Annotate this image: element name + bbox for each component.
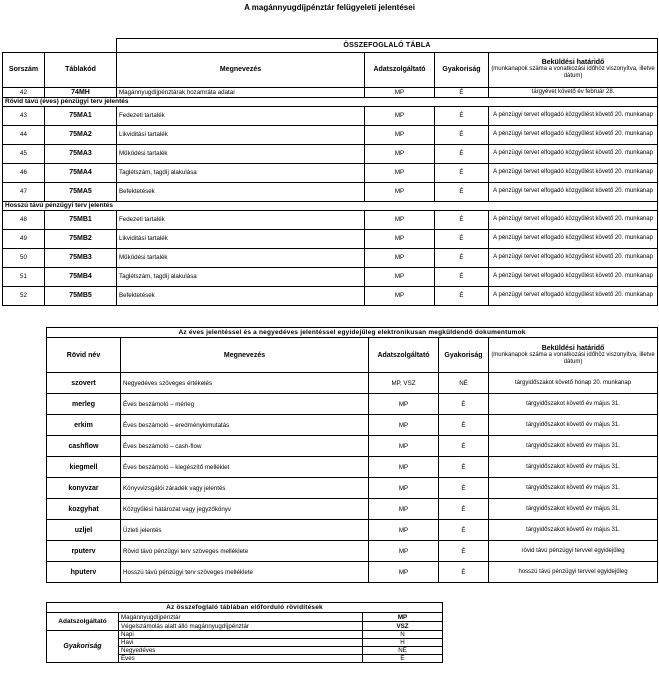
row-gyakorisag: É — [439, 541, 489, 562]
row-hatarido: A pénzügyi tervet elfogadó közgyűlést követő 20. munkanap — [489, 182, 658, 201]
row-hatarido: A pénzügyi tervet elfogadó közgyűlést követő 20. munkanap — [489, 248, 658, 267]
row-gyakorisag: É — [439, 415, 489, 436]
row-gyakorisag: É — [439, 478, 489, 499]
row-hatarido: tárgyidőszakot követő év május 31. — [489, 478, 658, 499]
row-megnevezes: Rövid távú pénzügyi terv szöveges melléklete — [121, 541, 369, 562]
row-adatszolgaltato: MP — [369, 436, 439, 457]
row-megnevezes: Éves beszámoló – kiegészítő melléklet — [121, 457, 369, 478]
table-row — [47, 436, 658, 457]
row-rovid-nev: cashflow — [47, 436, 121, 457]
row-tablakod: 75MA3 — [45, 144, 117, 163]
row-adatszolgaltato: MP, VSZ — [369, 373, 439, 394]
row-hatarido: A pénzügyi tervet elfogadó közgyűlést követő 20. munkanap — [489, 144, 658, 163]
row-megnevezes: Fedezeti tartalék — [117, 210, 365, 229]
abbreviation-text: Havi — [119, 639, 363, 647]
row-sorszam: 43 — [3, 106, 45, 125]
table-row — [3, 125, 658, 144]
row-rovid-nev: erkim — [47, 415, 121, 436]
row-megnevezes: Negyedéves szöveges értékelés — [121, 373, 369, 394]
documents-header-row — [47, 338, 658, 373]
row-adatszolgaltato: MP — [365, 286, 435, 305]
row-hatarido: tárgyidőszakot követő hónap 20. munkanap — [489, 373, 658, 394]
table-row — [3, 87, 658, 97]
header-bekuldesi — [489, 52, 658, 87]
abbreviation-row — [47, 631, 443, 639]
row-sorszam: 42 — [3, 87, 45, 97]
header-bekuldesi-sub: (munkanapok száma a vonatkozási időhöz viszonyítva, illetve dátum) — [491, 351, 655, 365]
abbreviation-row — [47, 613, 443, 622]
row-gyakorisag: É — [435, 267, 489, 286]
page-title: A magánnyugdíjpénztár felügyeleti jelentései — [244, 3, 415, 12]
row-gyakorisag: É — [435, 87, 489, 97]
abbreviations-table-caption: Az összefoglaló táblában előforduló rövidítések — [47, 603, 443, 613]
summary-header-row — [3, 52, 658, 87]
table-row — [3, 210, 658, 229]
row-tablakod: 75MA2 — [45, 125, 117, 144]
row-hatarido: tárgyidőszakot követő év május 31. — [489, 457, 658, 478]
abbreviation-code: VSZ — [363, 622, 443, 631]
row-hatarido: tárgyidőszakot követő év május 31. — [489, 394, 658, 415]
row-rovid-nev: rputerv — [47, 541, 121, 562]
row-sorszam: 44 — [3, 125, 45, 144]
row-megnevezes: Hosszú távú pénzügyi terv szöveges melléklete — [121, 562, 369, 583]
row-megnevezes: Éves beszámoló – mérleg — [121, 394, 369, 415]
row-rovid-nev: szovert — [47, 373, 121, 394]
row-hatarido: A pénzügyi tervet elfogadó közgyűlést követő 20. munkanap — [489, 210, 658, 229]
table-row — [47, 373, 658, 394]
row-hatarido: tárgyidőszakot követő év május 31. — [489, 520, 658, 541]
row-gyakorisag: É — [435, 229, 489, 248]
header-adatszolgaltato: Adatszolgáltató — [365, 52, 435, 87]
row-rovid-nev: uzljel — [47, 520, 121, 541]
row-megnevezes: Magánnyugdíjpénztárak hozamráta adatai — [117, 87, 365, 97]
table-row — [3, 144, 658, 163]
row-megnevezes: Éves beszámoló – eredménykimutatás — [121, 415, 369, 436]
row-adatszolgaltato: MP — [369, 562, 439, 583]
row-adatszolgaltato: MP — [369, 457, 439, 478]
table-row — [47, 478, 658, 499]
header-bekuldesi-sub: (munkanapok száma a vonatkozási időhöz viszonyítva, illetve dátum) — [491, 66, 655, 79]
row-gyakorisag: É — [435, 248, 489, 267]
abbreviations-table — [46, 602, 443, 663]
row-gyakorisag: É — [435, 286, 489, 305]
row-megnevezes: Fedezeti tartalék — [117, 106, 365, 125]
header-rovid-nev: Rövid név — [47, 338, 121, 373]
row-hatarido: A pénzügyi tervet elfogadó közgyűlést követő 20. munkanap — [489, 229, 658, 248]
summary-table-caption: ÖSSZEFOGLALÓ TÁBLA — [117, 38, 658, 52]
row-sorszam: 51 — [3, 267, 45, 286]
row-hatarido: A pénzügyi tervet elfogadó közgyűlést követő 20. munkanap — [489, 125, 658, 144]
abbreviation-text: Végelszámolás alatt álló magánnyugdíjpénztár — [119, 622, 363, 631]
row-megnevezes: Közgyűlési határozat vagy jegyzőkönyv — [121, 499, 369, 520]
row-sorszam: 46 — [3, 163, 45, 182]
header-adatszolgaltato: Adatszolgáltató — [369, 338, 439, 373]
row-megnevezes: Likviditási tartalék — [117, 229, 365, 248]
row-hatarido: A pénzügyi tervet elfogadó közgyűlést követő 20. munkanap — [489, 286, 658, 305]
row-rovid-nev: kiegmell — [47, 457, 121, 478]
row-adatszolgaltato: MP — [369, 520, 439, 541]
row-megnevezes: Befektetések — [117, 286, 365, 305]
header-bekuldesi-title: Beküldési határidő — [541, 59, 605, 66]
row-hatarido: tárgyidőszakot követő év május 31. — [489, 499, 658, 520]
section-rovid-tavu: Rövid távú (éves) pénzügyi terv jelentés — [3, 97, 658, 106]
header-megnevezes: Megnevezés — [117, 52, 365, 87]
header-gyakorisag: Gyakoriság — [439, 338, 489, 373]
row-gyakorisag: É — [439, 436, 489, 457]
row-tablakod: 75MB2 — [45, 229, 117, 248]
row-tablakod: 75MB1 — [45, 210, 117, 229]
row-hatarido: tárgyidőszakot követő év május 31. — [489, 415, 658, 436]
row-rovid-nev: hputerv — [47, 562, 121, 583]
row-gyakorisag: É — [439, 457, 489, 478]
table-row — [3, 229, 658, 248]
row-megnevezes: Működési tartalék — [117, 248, 365, 267]
row-gyakorisag: É — [439, 499, 489, 520]
row-megnevezes: Likviditási tartalék — [117, 125, 365, 144]
row-adatszolgaltato: MP — [369, 478, 439, 499]
row-tablakod: 75MB5 — [45, 286, 117, 305]
header-tablakod: Táblakód — [45, 52, 117, 87]
section-hosszu-tavu: Hosszú távú pénzügyi terv jelentés — [3, 201, 658, 210]
row-tablakod: 75MA1 — [45, 106, 117, 125]
row-gyakorisag: É — [435, 125, 489, 144]
header-bekuldesi-title: Beküldési határidő — [541, 344, 605, 352]
row-hatarido: hosszú távú pénzügyi tervvel egyidejűleg — [489, 562, 658, 583]
row-adatszolgaltato: MP — [365, 267, 435, 286]
row-megnevezes: Könyvvizsgálói záradék vagy jelentés — [121, 478, 369, 499]
row-gyakorisag: É — [439, 520, 489, 541]
row-hatarido: rövid távú pénzügyi tervvel egyidejűleg — [489, 541, 658, 562]
table-row — [47, 394, 658, 415]
row-sorszam: 49 — [3, 229, 45, 248]
row-megnevezes: Taglétszám, tagdíj alakulása — [117, 163, 365, 182]
row-adatszolgaltato: MP — [369, 394, 439, 415]
header-gyakorisag: Gyakoriság — [435, 52, 489, 87]
row-hatarido: tárgyévet követő év február 28. — [489, 87, 658, 97]
row-gyakorisag: É — [435, 163, 489, 182]
documents-table-caption: Az éves jelentéssel és a negyedéves jelentéssel egyidejűleg elektronikusan megküldendő dokumentumok — [47, 328, 658, 338]
row-adatszolgaltato: MP — [365, 182, 435, 201]
abbreviation-text: Éves — [119, 655, 363, 663]
row-sorszam: 50 — [3, 248, 45, 267]
row-gyakorisag: É — [439, 394, 489, 415]
row-hatarido: tárgyidőszakot követő év május 31. — [489, 436, 658, 457]
row-tablakod: 75MB4 — [45, 267, 117, 286]
table-row — [3, 163, 658, 182]
row-hatarido: A pénzügyi tervet elfogadó közgyűlést követő 20. munkanap — [489, 163, 658, 182]
row-rovid-nev: konyvzar — [47, 478, 121, 499]
row-gyakorisag: NÉ — [439, 373, 489, 394]
row-gyakorisag: É — [435, 144, 489, 163]
row-gyakorisag: É — [435, 106, 489, 125]
table-row — [47, 520, 658, 541]
row-megnevezes: Befektetések — [117, 182, 365, 201]
table-row — [47, 541, 658, 562]
row-adatszolgaltato: MP — [369, 499, 439, 520]
row-rovid-nev: merleg — [47, 394, 121, 415]
table-row — [47, 562, 658, 583]
header-megnevezes: Megnevezés — [121, 338, 369, 373]
row-tablakod: 75MA5 — [45, 182, 117, 201]
row-adatszolgaltato: MP — [365, 144, 435, 163]
row-adatszolgaltato: MP — [365, 106, 435, 125]
table-row — [3, 267, 658, 286]
abbreviation-text: Magánnyugdíjpénztár — [119, 613, 363, 622]
row-gyakorisag: É — [439, 562, 489, 583]
row-hatarido: A pénzügyi tervet elfogadó közgyűlést követő 20. munkanap — [489, 267, 658, 286]
summary-table — [2, 24, 658, 306]
row-adatszolgaltato: MP — [365, 125, 435, 144]
row-adatszolgaltato: MP — [369, 541, 439, 562]
table-row — [3, 106, 658, 125]
abbreviation-text: Napi — [119, 631, 363, 639]
row-megnevezes: Taglétszám, tagdíj alakulása — [117, 267, 365, 286]
row-sorszam: 45 — [3, 144, 45, 163]
header-bekuldesi — [489, 338, 658, 373]
documents-table — [46, 327, 658, 583]
row-hatarido: A pénzügyi tervet elfogadó közgyűlést követő 20. munkanap — [489, 106, 658, 125]
row-tablakod: 74MH — [45, 87, 117, 97]
row-adatszolgaltato: MP — [365, 248, 435, 267]
table-row — [3, 182, 658, 201]
row-sorszam: 52 — [3, 286, 45, 305]
table-row — [47, 457, 658, 478]
row-sorszam: 47 — [3, 182, 45, 201]
row-rovid-nev: kozgyhat — [47, 499, 121, 520]
abbreviation-code: NÉ — [363, 647, 443, 655]
row-sorszam: 48 — [3, 210, 45, 229]
row-gyakorisag: É — [435, 182, 489, 201]
table-row — [47, 499, 658, 520]
abbreviation-group-adatszolgaltato: Adatszolgáltató — [47, 613, 119, 631]
row-tablakod: 75MB3 — [45, 248, 117, 267]
row-tablakod: 75MA4 — [45, 163, 117, 182]
row-megnevezes: Üzleti jelentés — [121, 520, 369, 541]
row-megnevezes: Működési tartalék — [117, 144, 365, 163]
table-row — [3, 286, 658, 305]
abbreviation-code: É — [363, 655, 443, 663]
row-megnevezes: Éves beszámoló – cash-flow — [121, 436, 369, 457]
row-adatszolgaltato: MP — [365, 87, 435, 97]
table-row — [47, 415, 658, 436]
row-gyakorisag: É — [435, 210, 489, 229]
row-adatszolgaltato: MP — [365, 163, 435, 182]
abbreviation-group-gyakorisag: Gyakoriság — [47, 631, 119, 663]
abbreviation-code: MP — [363, 613, 443, 622]
row-adatszolgaltato: MP — [365, 229, 435, 248]
table-row — [3, 248, 658, 267]
abbreviation-code: N — [363, 631, 443, 639]
row-adatszolgaltato: MP — [365, 210, 435, 229]
row-adatszolgaltato: MP — [369, 415, 439, 436]
abbreviation-code: H — [363, 639, 443, 647]
header-sorszam: Sorszám — [3, 52, 45, 87]
abbreviation-text: Negyedéves — [119, 647, 363, 655]
